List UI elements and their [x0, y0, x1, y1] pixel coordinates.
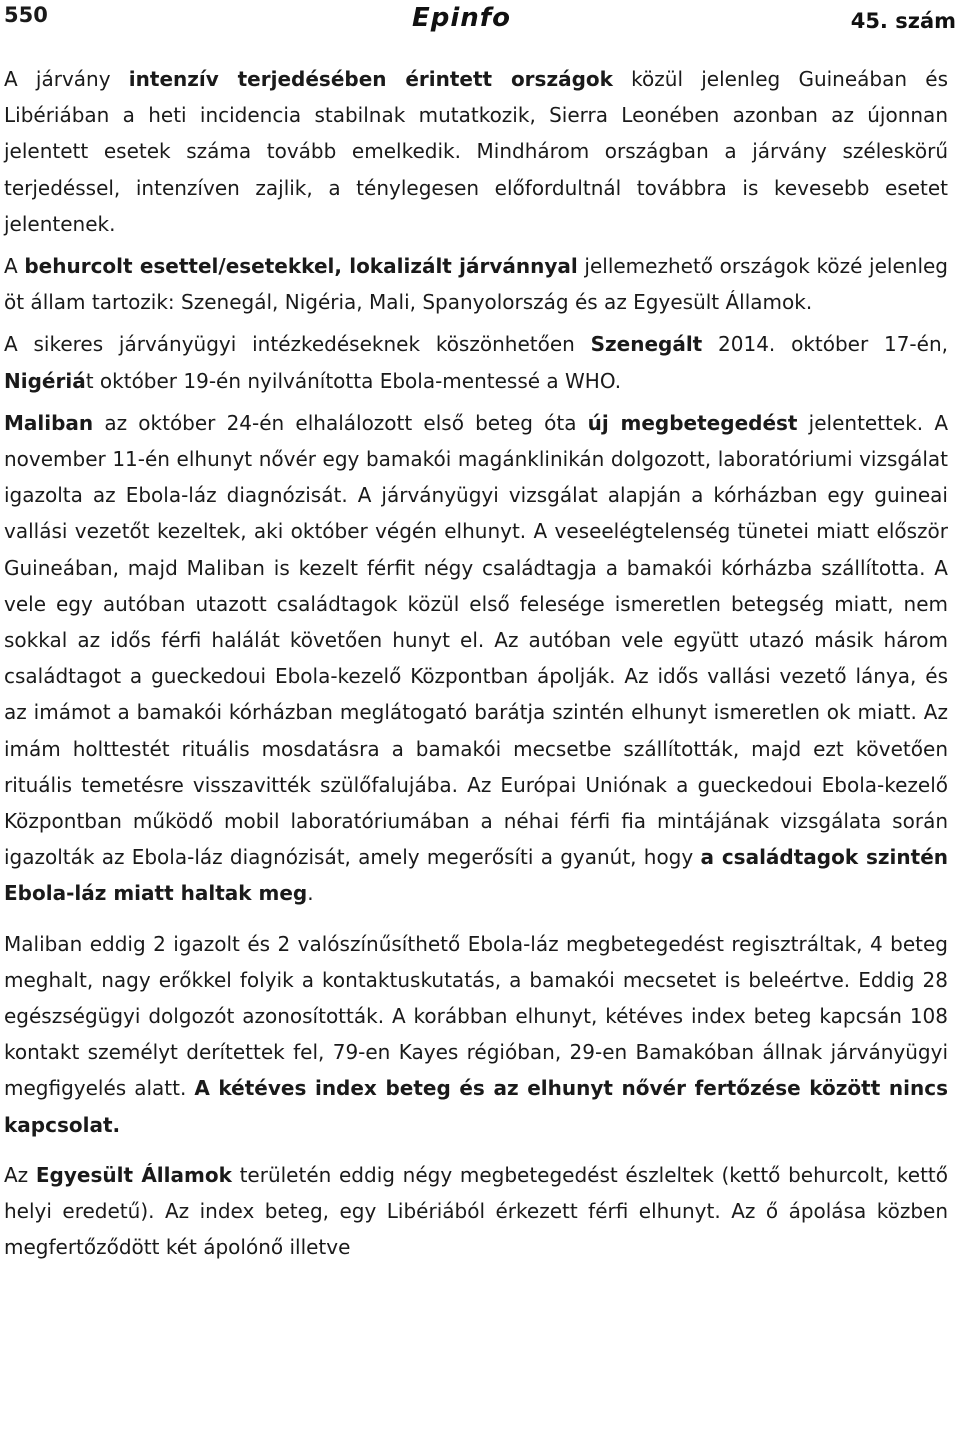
text-run: 2014. október 17-én, [702, 332, 948, 357]
paragraph-imported-cases [4, 248, 948, 320]
bold-text-run: intenzív terjedésében érintett országok [128, 67, 613, 91]
bold-text-run: Nigériá [4, 368, 86, 393]
bold-text-run: Szenegált [590, 332, 703, 357]
paragraph-mali-new-case [4, 405, 948, 912]
text-run: Az [4, 1162, 36, 1187]
article-body [4, 61, 948, 1266]
text-run: jelentettek. A november 11-én elhunyt nővér egy bamakói magánklinikán dolgozott, laboratóriumi vizsgálat igazolta az Ebola-láz diagnózisát. A járványügyi vizsgálat alapján a kórházban egy guineai vallási vezetőt kezeltek, aki október végén elhunyt. A veseelégtelenség tünetei miatt először Guineában, majd Maliban is kezelt férfit négy családtagja a bamakói kórházba szállította. A vele egy autóban utazott családtagok közül első felesége ismeretlen betegség miatt, nem sokkal az idős férfi halálát követően hunyt el. Az autóban vele együtt utazó másik három családtagot a gueckedoui Ebola-kezelő Központban ápolják. Az idős vallási vezető lánya, és az imámot a bamakói kórházban meglátogató barátja szintén elhunyt ismeretlen ok miatt. Az imám holttestét rituális mosdatásra a bamakói mecsetbe szállították, majd ezt követően rituális temetésre visszavitték szülőfalujába. Az Európai Uniónak a gueckedoui Ebola-kezelő Központban működő mobil laboratóriumában a néhai férfi fia mintájának vizsgálata során igazolták az Ebola-láz diagnózisát, amely megerősíti a gyanút, hogy [4, 410, 948, 870]
text-run: Maliban eddig 2 igazolt és 2 valószínűsíthető Ebola-láz megbetegedést regisztráltak, 4 beteg meghalt, nagy erőkkel folyik a kontaktuskutatás, a bamakói mecsetet is beleértve. Eddig 28 egészségügyi dolgozót azonosították. A korábban elhunyt, kétéves index beteg kapcsán 108 kontakt személyt derítettek fel, 79-en Kayes régióban, 29-en Bamakóban állnak járványügyi megfigyelés alatt. [4, 931, 948, 1101]
bold-text-run: új megbetegedést [587, 410, 798, 435]
text-run: . [307, 881, 314, 906]
text-run: jellemezhető országok közé jelenleg öt állam tartozik: Szenegál, Nigéria, Mali, Spanyolország és az Egyesült Államok. [4, 254, 948, 315]
page-header [0, 0, 960, 44]
epinfo-logo: Epinfo [412, 3, 511, 33]
text-run: A [4, 254, 25, 279]
text-run: az október 24-én elhalálozott első beteg óta [93, 410, 588, 435]
paragraph-ebola-free [4, 326, 948, 398]
paragraph-affected-countries [4, 61, 948, 242]
text-run: A járvány [4, 67, 129, 91]
bold-text-run: A kétéves index beteg és az elhunyt nővér fertőzése között nincs kapcsolat. [4, 1076, 948, 1137]
text-run: A sikeres járványügyi intézkedéseknek köszönhetően [4, 332, 591, 357]
paragraph-united-states [4, 1157, 948, 1266]
bold-text-run: Maliban [4, 410, 94, 435]
issue-number: 45. szám [850, 9, 956, 33]
text-run: t október 19-én nyilvánította Ebola-mentessé a WHO. [85, 368, 622, 393]
page-number: 550 [4, 3, 48, 27]
bold-text-run: a családtagok szintén Ebola-láz miatt haltak meg [4, 845, 949, 906]
text-run: közül jelenleg Guineában és Libériában a heti incidencia stabilnak mutatkozik, Sierra Leonében azonban az újonnan jelentett esetek száma tovább emelkedik. Mindhárom országban a járvány széleskörű terjedéssel, intenzíven zajlik, a ténylegesen előfordultnál továbbra is kevesebb esetet jelentenek. [4, 67, 948, 236]
bold-text-run: Egyesült Államok [35, 1162, 232, 1187]
bold-text-run: behurcolt esettel/esetekkel, lokalizált járvánnyal [24, 254, 578, 279]
text-run: területén eddig négy megbetegedést észleltek (kettő behurcolt, kettő helyi eredetű). Az index beteg, egy Libériából érkezett férfi elhunyt. Az ő ápolása közben megfertőződött két ápolónő illetve [4, 1162, 948, 1260]
paragraph-mali-statistics [4, 926, 948, 1143]
